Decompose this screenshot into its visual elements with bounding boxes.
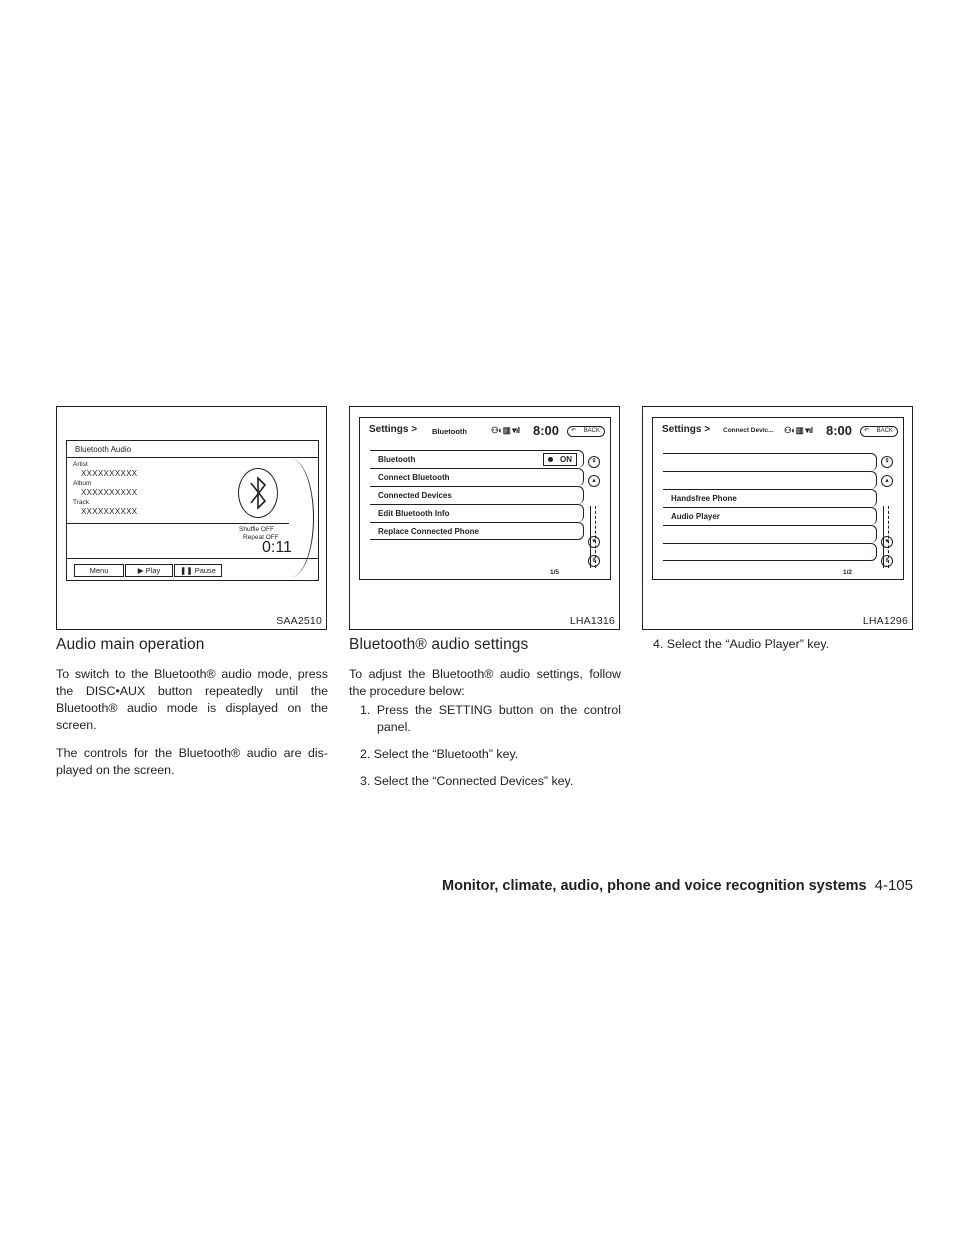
figure-bluetooth-settings-screen (349, 406, 620, 630)
menu-item-audio-player[interactable] (663, 507, 877, 525)
back-arrow-icon: ↶ (864, 428, 870, 434)
figure-bluetooth-audio-screen (56, 406, 327, 630)
page-number: 4-105 (874, 877, 913, 894)
screen-title: Bluetooth Audio (75, 445, 132, 454)
menu-button[interactable] (74, 564, 124, 577)
elapsed-time: 0:11 (262, 539, 292, 556)
page-indicator: 1/5 (550, 569, 560, 576)
settings-header: Settings > (369, 424, 418, 435)
chapter-title: Monitor, climate, audio, phone and voice recognition systems (442, 878, 867, 894)
menu-item-empty (663, 525, 877, 543)
menu-item-bluetooth[interactable] (370, 450, 584, 468)
section-heading: Bluetooth® audio settings (349, 636, 529, 653)
section-bluetooth-audio-settings (349, 636, 621, 800)
play-button-label: Play (145, 566, 161, 575)
play-icon: ▶ (137, 566, 146, 575)
menu-item-handsfree-phone[interactable] (663, 489, 877, 507)
settings-subheader: Connect Devic... (723, 427, 774, 434)
settings-menu (370, 450, 584, 540)
pause-button-label: Pause (194, 566, 216, 575)
scroll-up-icon[interactable]: ▴ (588, 475, 600, 487)
status-icons: ⚇◐▥ ▾ıl (784, 425, 813, 435)
back-arrow-icon: ↶ (571, 428, 577, 434)
section-audio-main-operation (56, 636, 328, 790)
volume-arc (268, 459, 314, 577)
clock: 8:00 (533, 423, 560, 438)
figure-connected-devices-screen (642, 406, 913, 630)
scroll-top-icon[interactable]: ⇞ (588, 456, 600, 468)
procedure-step: 2. Select the “Bluetooth” key. (360, 747, 519, 761)
menu-item-connected-devices[interactable] (370, 486, 584, 504)
back-button[interactable] (567, 426, 605, 437)
bluetooth-audio-display (66, 440, 319, 581)
status-icons: ⚇◐▥ ▾ıl (491, 425, 520, 435)
menu-item-connect-bluetooth[interactable] (370, 468, 584, 486)
procedure-step: 4. Select the “Audio Player” key. (653, 637, 830, 651)
page-indicator: 1/2 (843, 569, 853, 576)
pause-button[interactable] (174, 564, 222, 577)
procedure-step: 1. Press the SETTING button on the control panel. (360, 703, 621, 734)
menu-item-label: Connect Bluetooth (378, 473, 450, 482)
section-continued-steps (642, 636, 914, 663)
divider (67, 457, 318, 458)
procedure-step: 3. Select the “Connected Devices” key. (360, 774, 574, 788)
menu-item-empty (663, 471, 877, 489)
menu-button-label: Menu (89, 566, 109, 575)
scroll-down-icon[interactable]: ▾ (588, 536, 600, 548)
menu-item-edit-bluetooth-info[interactable] (370, 504, 584, 522)
menu-item-label: Replace Connected Phone (378, 527, 479, 536)
paragraph: The controls for the Bluetooth® audio are dis-played on the screen. (56, 746, 328, 777)
scroll-down-icon[interactable]: ▾ (881, 536, 893, 548)
back-button-label: BACK (876, 428, 893, 434)
album-label: Album (73, 480, 92, 487)
scroll-bottom-icon[interactable]: ⇟ (881, 555, 893, 567)
settings-display (359, 417, 611, 580)
pause-icon: ❚❚ (180, 566, 195, 575)
back-button[interactable] (860, 426, 898, 437)
divider (67, 523, 289, 524)
menu-item-label: Connected Devices (378, 491, 452, 500)
menu-item-label: Audio Player (671, 512, 720, 521)
menu-item-empty (663, 453, 877, 471)
on-toggle[interactable]: ON (543, 453, 577, 466)
track-value: XXXXXXXXXX (81, 507, 138, 516)
settings-display (652, 417, 904, 580)
menu-item-label: Handsfree Phone (671, 494, 737, 503)
figure-code: SAA2510 (276, 615, 322, 627)
scroll-up-icon[interactable]: ▴ (881, 475, 893, 487)
menu-item-label: Edit Bluetooth Info (378, 509, 450, 518)
settings-subheader: Bluetooth (432, 427, 467, 436)
figure-code: LHA1296 (862, 615, 908, 627)
scroll-bottom-icon[interactable]: ⇟ (588, 555, 600, 567)
scroll-top-icon[interactable]: ⇞ (881, 456, 893, 468)
device-menu (663, 453, 877, 561)
menu-item-replace-connected-phone[interactable] (370, 522, 584, 540)
repeat-status: Repeat OFF (243, 534, 279, 541)
settings-header: Settings > (662, 424, 711, 435)
track-label: Track (73, 499, 90, 506)
shuffle-status: Shuffle OFF (239, 526, 274, 533)
clock: 8:00 (826, 423, 853, 438)
paragraph: To switch to the Bluetooth® audio mode, press the DISC•AUX button repeatedly until the Bluetooth® audio mode is displayed on the screen. (56, 667, 328, 732)
menu-item-label: Bluetooth (378, 455, 416, 464)
section-heading: Audio main operation (56, 636, 205, 653)
artist-label: Artist (73, 461, 88, 468)
figure-code: LHA1316 (569, 615, 615, 627)
divider (67, 558, 318, 559)
menu-item-empty (663, 543, 877, 561)
artist-value: XXXXXXXXXX (81, 469, 138, 478)
page-footer (442, 877, 913, 894)
album-value: XXXXXXXXXX (81, 488, 138, 497)
play-button[interactable] (125, 564, 173, 577)
back-button-label: BACK (583, 428, 600, 434)
paragraph: To adjust the Bluetooth® audio settings, follow the procedure below: (349, 667, 621, 698)
